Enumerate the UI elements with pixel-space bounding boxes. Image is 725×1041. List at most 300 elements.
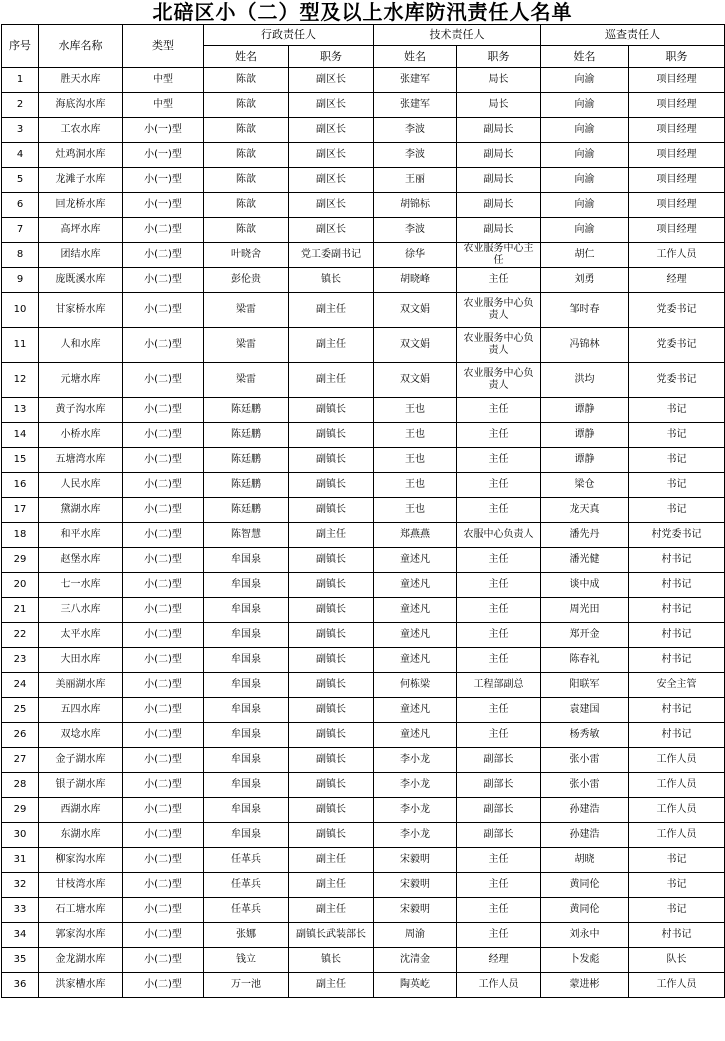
- patrol-name: 向渝: [541, 118, 629, 143]
- tech-name: 童述凡: [374, 548, 457, 573]
- reservoir-type: 小(二)型: [123, 648, 204, 673]
- patrol-position: 安全主管: [629, 673, 725, 698]
- admin-name: 陈歆: [204, 168, 289, 193]
- admin-name: 陈廷鹏: [204, 498, 289, 523]
- tech-position: 主任: [457, 548, 541, 573]
- patrol-position: 项目经理: [629, 118, 725, 143]
- row-number: 33: [2, 898, 39, 923]
- row-number: 15: [2, 448, 39, 473]
- tech-position: 农业服务中心主任: [457, 243, 541, 268]
- row-number: 20: [2, 573, 39, 598]
- patrol-name: 向渝: [541, 193, 629, 218]
- patrol-position: 书记: [629, 498, 725, 523]
- tech-position: 主任: [457, 448, 541, 473]
- patrol-position: 项目经理: [629, 168, 725, 193]
- reservoir-name: 银子湖水库: [39, 773, 123, 798]
- admin-position: 副镇长: [289, 823, 374, 848]
- tech-name: 王丽: [374, 168, 457, 193]
- row-number: 31: [2, 848, 39, 873]
- table-row: [2, 143, 725, 168]
- patrol-name: 冯锦林: [541, 328, 629, 363]
- tech-position: 主任: [457, 423, 541, 448]
- reservoir-name: 郭家沟水库: [39, 923, 123, 948]
- table-row: [2, 798, 725, 823]
- tech-position: 主任: [457, 473, 541, 498]
- tech-name: 李小龙: [374, 798, 457, 823]
- admin-position: 副镇长: [289, 473, 374, 498]
- row-number: 32: [2, 873, 39, 898]
- reservoir-name: 五塘湾水库: [39, 448, 123, 473]
- row-number: 13: [2, 398, 39, 423]
- tech-name: 李小龙: [374, 823, 457, 848]
- row-number: 9: [2, 268, 39, 293]
- table-row: [2, 973, 725, 998]
- admin-position: 副镇长: [289, 398, 374, 423]
- patrol-position: 队长: [629, 948, 725, 973]
- patrol-position: 书记: [629, 398, 725, 423]
- row-number: 4: [2, 143, 39, 168]
- admin-name: 陈歆: [204, 93, 289, 118]
- tech-name: 双文娟: [374, 328, 457, 363]
- admin-position: 副镇长: [289, 648, 374, 673]
- admin-position: 党工委副书记: [289, 243, 374, 268]
- row-number: 22: [2, 623, 39, 648]
- reservoir-type: 小(一)型: [123, 143, 204, 168]
- admin-name: 梁雷: [204, 293, 289, 328]
- tech-name: 童述凡: [374, 573, 457, 598]
- patrol-position: 书记: [629, 473, 725, 498]
- admin-name: 陈廷鹏: [204, 423, 289, 448]
- patrol-position: 党委书记: [629, 293, 725, 328]
- admin-name: 牟国泉: [204, 573, 289, 598]
- patrol-name: 刘勇: [541, 268, 629, 293]
- header-patrol-responsible: 巡查责任人: [541, 25, 725, 46]
- patrol-name: 黄同伦: [541, 873, 629, 898]
- patrol-position: 项目经理: [629, 193, 725, 218]
- admin-name: 陈廷鹏: [204, 473, 289, 498]
- header-type: 类型: [123, 25, 204, 68]
- row-number: 27: [2, 748, 39, 773]
- patrol-position: 书记: [629, 873, 725, 898]
- reservoir-name: 庞既溪水库: [39, 268, 123, 293]
- tech-name: 童述凡: [374, 623, 457, 648]
- table-row: [2, 243, 725, 268]
- row-number: 30: [2, 823, 39, 848]
- patrol-name: 梁仓: [541, 473, 629, 498]
- reservoir-type: 小(二)型: [123, 673, 204, 698]
- reservoir-name: 回龙桥水库: [39, 193, 123, 218]
- patrol-name: 周光田: [541, 598, 629, 623]
- admin-name: 梁雷: [204, 363, 289, 398]
- tech-position: 副局长: [457, 143, 541, 168]
- reservoir-type: 小(二)型: [123, 573, 204, 598]
- reservoir-name: 和平水库: [39, 523, 123, 548]
- reservoir-type: 小(二)型: [123, 448, 204, 473]
- tech-position: 农服中心负责人: [457, 523, 541, 548]
- reservoir-type: 小(二)型: [123, 523, 204, 548]
- tech-position: 工程部副总: [457, 673, 541, 698]
- patrol-position: 村书记: [629, 723, 725, 748]
- patrol-name: 潘光健: [541, 548, 629, 573]
- admin-position: 副镇长武装部长: [289, 923, 374, 948]
- reservoir-name: 人民水库: [39, 473, 123, 498]
- reservoir-type: 小(二)型: [123, 423, 204, 448]
- reservoir-type: 小(二)型: [123, 723, 204, 748]
- table-row: [2, 398, 725, 423]
- tech-position: 农业服务中心负责人: [457, 363, 541, 398]
- patrol-name: 陈春礼: [541, 648, 629, 673]
- reservoir-name: 美丽湖水库: [39, 673, 123, 698]
- admin-position: 副镇长: [289, 798, 374, 823]
- row-number: 26: [2, 723, 39, 748]
- row-number: 24: [2, 673, 39, 698]
- patrol-name: 黄同伦: [541, 898, 629, 923]
- row-number: 7: [2, 218, 39, 243]
- admin-position: 副镇长: [289, 573, 374, 598]
- admin-name: 牟国泉: [204, 823, 289, 848]
- admin-name: 万一池: [204, 973, 289, 998]
- admin-position: 副区长: [289, 68, 374, 93]
- reservoir-name: 高坪水库: [39, 218, 123, 243]
- patrol-name: 刘永中: [541, 923, 629, 948]
- patrol-position: 工作人员: [629, 973, 725, 998]
- admin-name: 陈廷鹏: [204, 448, 289, 473]
- reservoir-type: 小(二)型: [123, 923, 204, 948]
- reservoir-type: 小(二)型: [123, 473, 204, 498]
- patrol-name: 谭静: [541, 398, 629, 423]
- table-row: [2, 363, 725, 398]
- table-row: [2, 923, 725, 948]
- row-number: 1: [2, 68, 39, 93]
- patrol-name: 洪均: [541, 363, 629, 398]
- table-row: [2, 623, 725, 648]
- tech-name: 童述凡: [374, 698, 457, 723]
- patrol-position: 经理: [629, 268, 725, 293]
- table-row: [2, 673, 725, 698]
- admin-position: 副镇长: [289, 548, 374, 573]
- header-no: 序号: [2, 25, 39, 68]
- table-row: [2, 448, 725, 473]
- patrol-name: 孙建浩: [541, 823, 629, 848]
- table-row: [2, 168, 725, 193]
- patrol-name: 卜发彪: [541, 948, 629, 973]
- table-row: [2, 648, 725, 673]
- patrol-position: 书记: [629, 448, 725, 473]
- reservoir-name: 小桥水库: [39, 423, 123, 448]
- reservoir-name: 七一水库: [39, 573, 123, 598]
- table-row: [2, 193, 725, 218]
- admin-name: 任革兵: [204, 873, 289, 898]
- table-row: [2, 598, 725, 623]
- tech-position: 主任: [457, 873, 541, 898]
- tech-position: 农业服务中心负责人: [457, 293, 541, 328]
- tech-position: 主任: [457, 398, 541, 423]
- tech-name: 李波: [374, 118, 457, 143]
- reservoir-type: 小(二)型: [123, 873, 204, 898]
- reservoir-type: 小(二)型: [123, 598, 204, 623]
- tech-position: 主任: [457, 723, 541, 748]
- reservoir-type: 小(二)型: [123, 498, 204, 523]
- reservoir-type: 小(一)型: [123, 168, 204, 193]
- reservoir-type: 小(二)型: [123, 848, 204, 873]
- reservoir-type: 小(二)型: [123, 773, 204, 798]
- tech-name: 双文娟: [374, 363, 457, 398]
- patrol-name: 谭静: [541, 448, 629, 473]
- table-row: [2, 328, 725, 363]
- reservoir-name: 柳家沟水库: [39, 848, 123, 873]
- admin-name: 陈歆: [204, 143, 289, 168]
- patrol-position: 村书记: [629, 548, 725, 573]
- table-row: [2, 268, 725, 293]
- reservoir-name: 双埝水库: [39, 723, 123, 748]
- row-number: 14: [2, 423, 39, 448]
- tech-position: 副局长: [457, 118, 541, 143]
- row-number: 23: [2, 648, 39, 673]
- reservoir-name: 东湖水库: [39, 823, 123, 848]
- table-row: [2, 93, 725, 118]
- patrol-name: 向渝: [541, 218, 629, 243]
- row-number: 35: [2, 948, 39, 973]
- tech-name: 宋毅明: [374, 898, 457, 923]
- patrol-name: 袁建国: [541, 698, 629, 723]
- patrol-name: 蒙进彬: [541, 973, 629, 998]
- tech-name: 王也: [374, 398, 457, 423]
- admin-position: 副区长: [289, 118, 374, 143]
- tech-position: 主任: [457, 598, 541, 623]
- reservoir-type: 小(一)型: [123, 193, 204, 218]
- table-row: [2, 948, 725, 973]
- patrol-name: 龙天真: [541, 498, 629, 523]
- reservoir-type: 小(二)型: [123, 623, 204, 648]
- admin-name: 陈歆: [204, 218, 289, 243]
- row-number: 6: [2, 193, 39, 218]
- patrol-name: 谈中成: [541, 573, 629, 598]
- header-admin-responsible: 行政责任人: [204, 25, 374, 46]
- reservoir-name: 人和水库: [39, 328, 123, 363]
- patrol-position: 村书记: [629, 573, 725, 598]
- table-row: [2, 573, 725, 598]
- patrol-position: 项目经理: [629, 93, 725, 118]
- tech-position: 主任: [457, 498, 541, 523]
- admin-position: 副镇长: [289, 598, 374, 623]
- tech-position: 副部长: [457, 798, 541, 823]
- tech-name: 王也: [374, 423, 457, 448]
- table-row: [2, 748, 725, 773]
- tech-name: 沈清金: [374, 948, 457, 973]
- reservoir-name: 灶鸡洞水库: [39, 143, 123, 168]
- table-row: [2, 523, 725, 548]
- patrol-name: 向渝: [541, 68, 629, 93]
- tech-position: 主任: [457, 623, 541, 648]
- row-number: 3: [2, 118, 39, 143]
- page-title: 北碚区小（二）型及以上水库防汛责任人名单: [152, 0, 573, 24]
- admin-position: 副镇长: [289, 623, 374, 648]
- header-reservoir-name: 水库名称: [39, 25, 123, 68]
- reservoir-type: 中型: [123, 68, 204, 93]
- header-tech-position: 职务: [457, 46, 541, 68]
- admin-name: 牟国泉: [204, 798, 289, 823]
- tech-position: 副部长: [457, 823, 541, 848]
- admin-position: 副镇长: [289, 698, 374, 723]
- admin-position: 副区长: [289, 93, 374, 118]
- patrol-position: 书记: [629, 848, 725, 873]
- reservoir-name: 石工塘水库: [39, 898, 123, 923]
- admin-name: 张娜: [204, 923, 289, 948]
- patrol-position: 项目经理: [629, 218, 725, 243]
- admin-name: 牟国泉: [204, 648, 289, 673]
- tech-position: 主任: [457, 698, 541, 723]
- tech-position: 副局长: [457, 218, 541, 243]
- patrol-name: 胡晓: [541, 848, 629, 873]
- header-admin-position: 职务: [289, 46, 374, 68]
- patrol-position: 工作人员: [629, 243, 725, 268]
- tech-position: 农业服务中心负责人: [457, 328, 541, 363]
- patrol-position: 工作人员: [629, 798, 725, 823]
- tech-position: 主任: [457, 923, 541, 948]
- admin-name: 叶晓舍: [204, 243, 289, 268]
- tech-name: 宋毅明: [374, 848, 457, 873]
- admin-position: 镇长: [289, 948, 374, 973]
- admin-name: 陈歆: [204, 193, 289, 218]
- tech-name: 郑燕燕: [374, 523, 457, 548]
- patrol-name: 杨秀敏: [541, 723, 629, 748]
- admin-name: 牟国泉: [204, 748, 289, 773]
- patrol-position: 项目经理: [629, 68, 725, 93]
- patrol-position: 工作人员: [629, 773, 725, 798]
- admin-position: 副区长: [289, 218, 374, 243]
- reservoir-type: 小(二)型: [123, 363, 204, 398]
- patrol-name: 潘先丹: [541, 523, 629, 548]
- patrol-name: 邹时春: [541, 293, 629, 328]
- patrol-name: 郑开金: [541, 623, 629, 648]
- tech-position: 副部长: [457, 773, 541, 798]
- tech-position: 副局长: [457, 193, 541, 218]
- row-number: 5: [2, 168, 39, 193]
- patrol-position: 工作人员: [629, 748, 725, 773]
- reservoir-type: 小(二)型: [123, 973, 204, 998]
- header-patrol-position: 职务: [629, 46, 725, 68]
- row-number: 36: [2, 973, 39, 998]
- row-number: 28: [2, 773, 39, 798]
- reservoir-type: 小(二)型: [123, 823, 204, 848]
- header-tech-name: 姓名: [374, 46, 457, 68]
- table-row: [2, 293, 725, 328]
- table-row: [2, 723, 725, 748]
- reservoir-name: 胜天水库: [39, 68, 123, 93]
- tech-name: 张建军: [374, 93, 457, 118]
- patrol-position: 书记: [629, 898, 725, 923]
- tech-name: 双文娟: [374, 293, 457, 328]
- tech-name: 童述凡: [374, 648, 457, 673]
- reservoir-type: 小(二)型: [123, 328, 204, 363]
- table-row: [2, 898, 725, 923]
- admin-position: 副区长: [289, 143, 374, 168]
- reservoir-type: 小(二)型: [123, 948, 204, 973]
- reservoir-name: 甘家桥水库: [39, 293, 123, 328]
- reservoir-name: 西湖水库: [39, 798, 123, 823]
- tech-position: 主任: [457, 573, 541, 598]
- row-number: 17: [2, 498, 39, 523]
- reservoir-type: 小(二)型: [123, 798, 204, 823]
- patrol-position: 党委书记: [629, 363, 725, 398]
- reservoir-type: 中型: [123, 93, 204, 118]
- patrol-name: 向渝: [541, 143, 629, 168]
- tech-name: 陶英屹: [374, 973, 457, 998]
- row-number: 8: [2, 243, 39, 268]
- table-row: [2, 68, 725, 93]
- row-number: 34: [2, 923, 39, 948]
- tech-position: 局长: [457, 93, 541, 118]
- row-number: 25: [2, 698, 39, 723]
- header-patrol-name: 姓名: [541, 46, 629, 68]
- reservoir-name: 甘枝湾水库: [39, 873, 123, 898]
- reservoir-type: 小(二)型: [123, 548, 204, 573]
- tech-name: 何栋梁: [374, 673, 457, 698]
- reservoir-responsibility-table: [1, 24, 725, 998]
- tech-position: 工作人员: [457, 973, 541, 998]
- reservoir-name: 龙滩子水库: [39, 168, 123, 193]
- admin-name: 牟国泉: [204, 673, 289, 698]
- header-tech-responsible: 技术责任人: [374, 25, 541, 46]
- admin-position: 副镇长: [289, 673, 374, 698]
- patrol-position: 党委书记: [629, 328, 725, 363]
- row-number: 21: [2, 598, 39, 623]
- admin-name: 陈智慧: [204, 523, 289, 548]
- reservoir-name: 三八水库: [39, 598, 123, 623]
- tech-position: 经理: [457, 948, 541, 973]
- reservoir-type: 小(二)型: [123, 243, 204, 268]
- reservoir-name: 太平水库: [39, 623, 123, 648]
- tech-name: 童述凡: [374, 723, 457, 748]
- admin-position: 副主任: [289, 973, 374, 998]
- tech-name: 周渝: [374, 923, 457, 948]
- admin-name: 钱立: [204, 948, 289, 973]
- tech-name: 徐华: [374, 243, 457, 268]
- patrol-name: 张小雷: [541, 748, 629, 773]
- patrol-position: 村书记: [629, 598, 725, 623]
- row-number: 11: [2, 328, 39, 363]
- reservoir-type: 小(二)型: [123, 268, 204, 293]
- reservoir-type: 小(二)型: [123, 898, 204, 923]
- reservoir-name: 元塘水库: [39, 363, 123, 398]
- admin-position: 副镇长: [289, 773, 374, 798]
- table-row: [2, 548, 725, 573]
- reservoir-name: 黛湖水库: [39, 498, 123, 523]
- admin-position: 镇长: [289, 268, 374, 293]
- admin-position: 副主任: [289, 363, 374, 398]
- reservoir-type: 小(二)型: [123, 698, 204, 723]
- table-row: [2, 848, 725, 873]
- reservoir-name: 金龙湖水库: [39, 948, 123, 973]
- tech-position: 副局长: [457, 168, 541, 193]
- tech-name: 张建军: [374, 68, 457, 93]
- patrol-position: 项目经理: [629, 143, 725, 168]
- tech-name: 王也: [374, 498, 457, 523]
- admin-name: 任革兵: [204, 898, 289, 923]
- reservoir-name: 五四水库: [39, 698, 123, 723]
- row-number: 29: [2, 548, 39, 573]
- tech-position: 主任: [457, 648, 541, 673]
- admin-position: 副主任: [289, 328, 374, 363]
- admin-position: 副镇长: [289, 448, 374, 473]
- row-number: 12: [2, 363, 39, 398]
- admin-position: 副主任: [289, 523, 374, 548]
- tech-name: 胡晓峰: [374, 268, 457, 293]
- tech-position: 主任: [457, 848, 541, 873]
- patrol-position: 书记: [629, 423, 725, 448]
- table-row: [2, 773, 725, 798]
- reservoir-type: 小(二)型: [123, 748, 204, 773]
